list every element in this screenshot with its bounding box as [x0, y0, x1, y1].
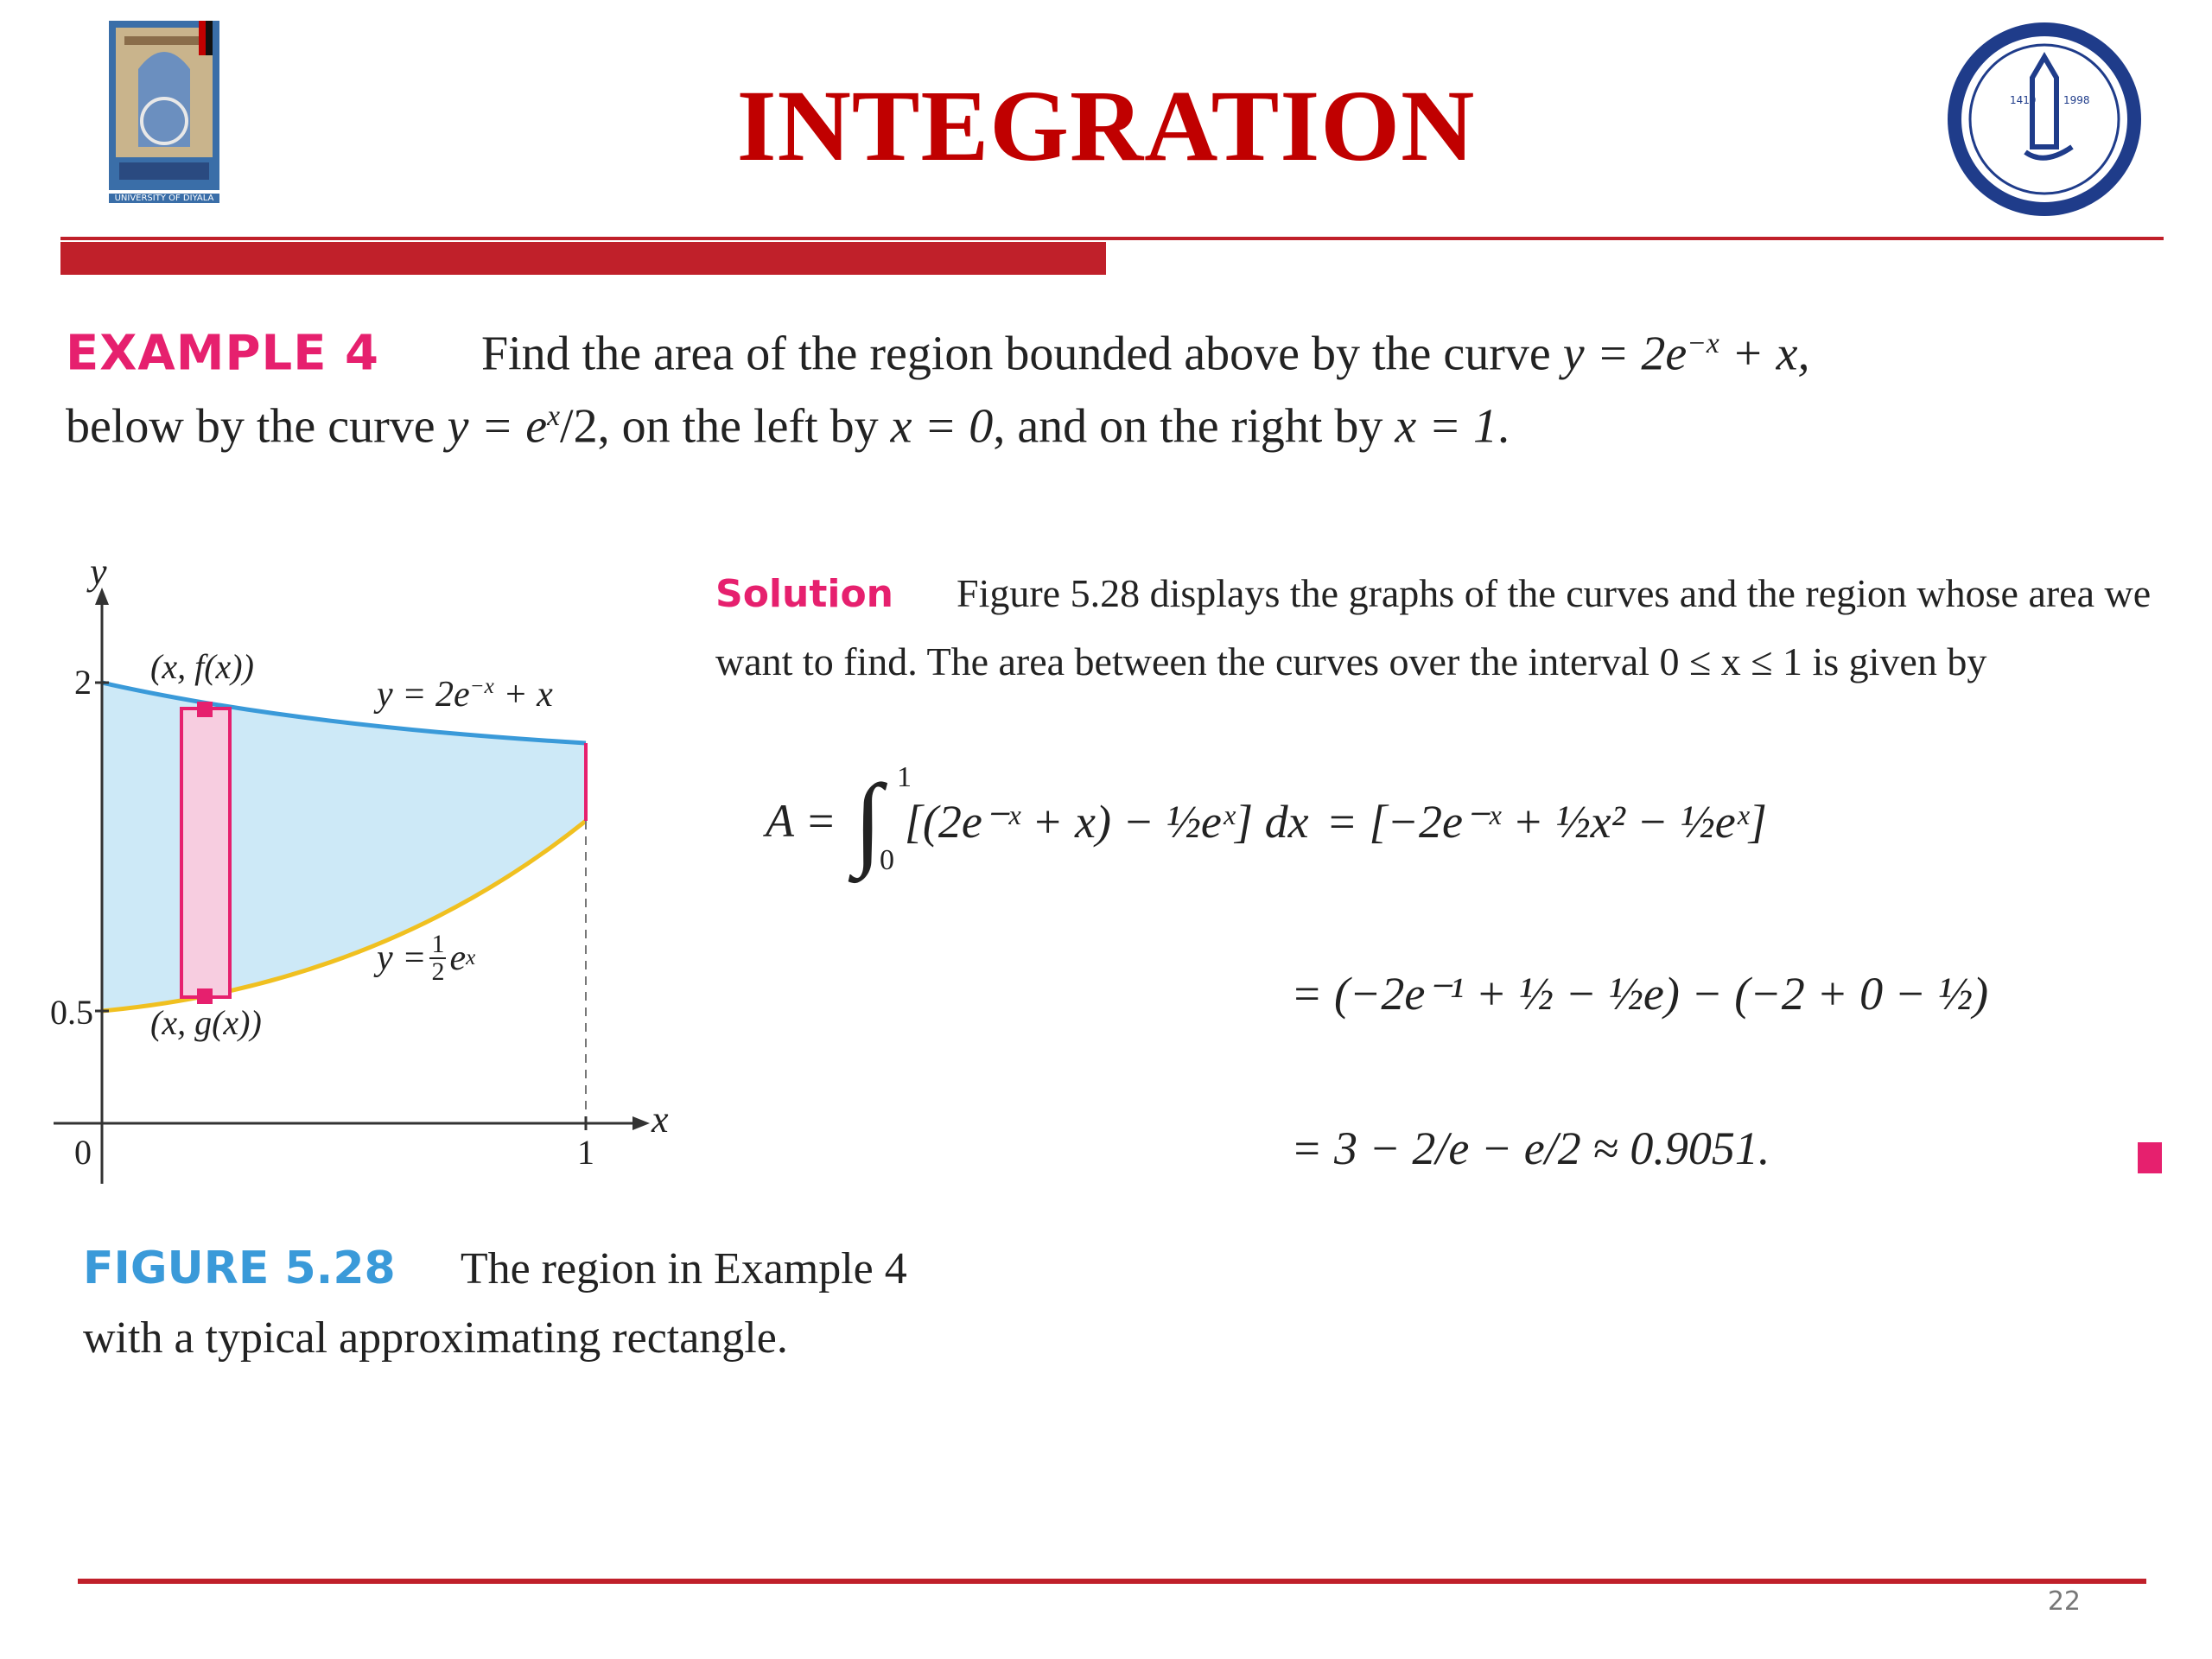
tick-y-2: 2 [74, 663, 92, 702]
point-upper-label: (x, f(x)) [150, 647, 254, 686]
college-seal-icon [1942, 17, 2146, 221]
equation-line-2: = (−2e⁻¹ + ½ − ½e) − (−2 + 0 − ½) [1291, 968, 1989, 1020]
example-right-bound: x = 1 [1395, 399, 1498, 454]
solution-label: Solution [715, 572, 893, 616]
shaded-region [102, 683, 586, 1011]
upper-curve-label: $y = 2e^{-x} + x$ [377, 675, 553, 715]
end-of-solution-mark [2138, 1142, 2162, 1173]
example-curve-upper: y = 2e [1562, 327, 1688, 381]
lower-curve-label: y = $\frac{1}{2}$ e x [377, 930, 476, 986]
university-logo-caption: UNIVERSITY OF DIYALA [109, 194, 219, 203]
y-axis-label: y [90, 550, 107, 593]
example-text-1: Find the area of the region bounded above by the curve [480, 327, 1563, 381]
example-text-2: below by the curve [66, 399, 448, 454]
page-number: 22 [2047, 1586, 2081, 1617]
example-left-bound: x = 0 [890, 399, 994, 454]
equation-line-1: A = ∫ 1 0 [(2e⁻ˣ + x) − ½eˣ] dx = [−2e⁻ˣ + ½x² − ½eˣ] [766, 752, 2148, 890]
footer-rule [78, 1579, 2146, 1584]
college-logo [1942, 17, 2146, 221]
figure-5-28 [35, 550, 674, 1205]
tick-y-0-5: 0.5 [50, 993, 93, 1032]
page-title: INTEGRATION [736, 69, 1476, 182]
svg-text:1998: 1998 [2063, 94, 2090, 106]
solution-text: Figure 5.28 displays the graphs of the curves and the region whose area we want to find. The area between the curves over the interval 0 ≤ x ≤ 1 is given by [715, 571, 2152, 683]
caption-text: The region in Example 4 with a typical approximating rectangle. [83, 1244, 907, 1363]
tick-x-0: 0 [74, 1133, 92, 1172]
example-label: EXAMPLE 4 [66, 325, 379, 382]
region-graph [35, 562, 674, 1201]
solution-paragraph [715, 560, 2167, 696]
approximating-rectangle [181, 709, 230, 997]
x-axis-label: x [652, 1098, 669, 1141]
example-statement: EXAMPLE 4 Find the area of the region bounded above by the curve $y = 2e^{-x} + x$, below by the curve $y = e^x/2$, on the left by x = 0, and on the right by x = 1. [66, 325, 1810, 454]
tick-x-1: 1 [577, 1133, 594, 1172]
example-curve-lower: y = e [447, 399, 548, 454]
college-seal-years: 1419 [2010, 94, 2037, 106]
header-accent-bar [60, 242, 1106, 275]
header-rule [60, 237, 2164, 240]
integral-sign: ∫ 1 0 [853, 761, 912, 878]
point-lower-label: (x, g(x)) [150, 1003, 262, 1042]
figure-caption [83, 1234, 947, 1373]
figure-label: FIGURE 5.28 [83, 1243, 396, 1294]
equation-line-3: = 3 − 2/e − e/2 ≈ 0.9051. [1291, 1122, 1770, 1174]
